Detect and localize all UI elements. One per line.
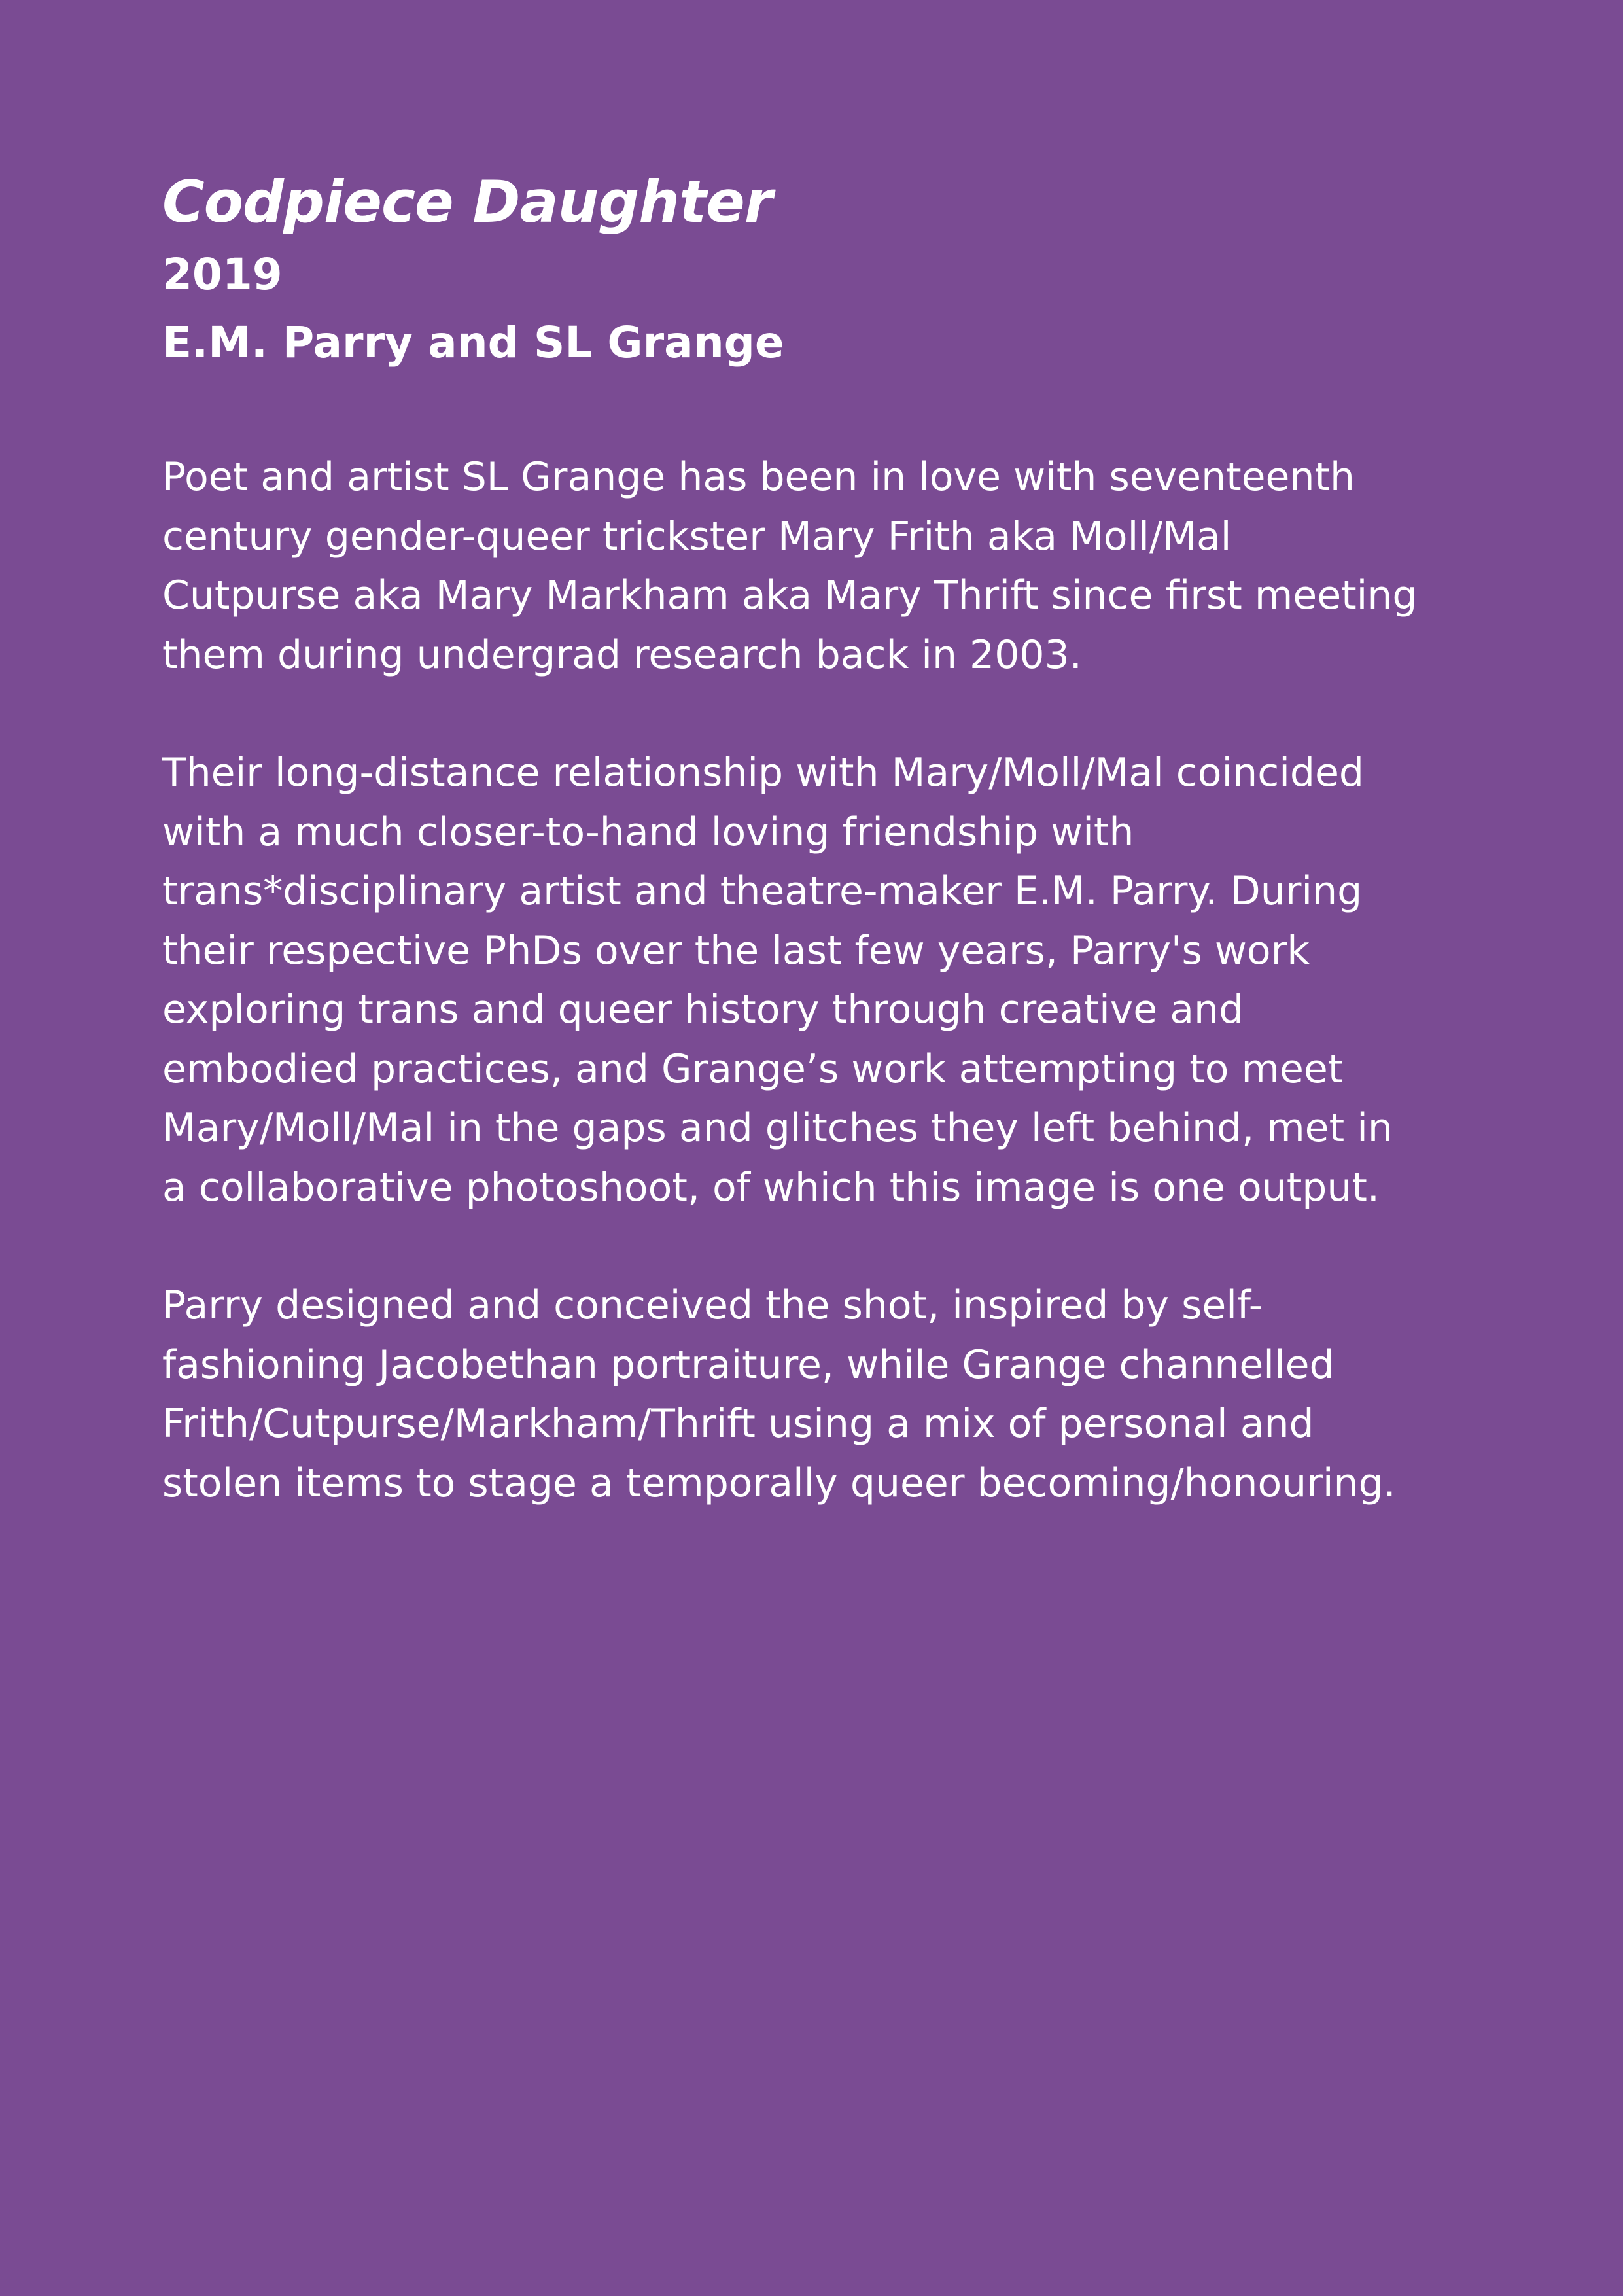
paragraph-line: Frith/Cutpurse/Markham/Thrift using a mix of personal and [162, 1401, 1314, 1447]
paragraph-line: Cutpurse aka Mary Markham aka Mary Thrift since first meeting [162, 573, 1418, 618]
paragraph-line: Parry designed and conceived the shot, inspired by self- [162, 1282, 1263, 1328]
paragraph-line: century gender-queer trickster Mary Frith aka Moll/Mal [162, 513, 1232, 559]
paragraph-line: with a much closer-to-hand loving friendship with [162, 809, 1134, 855]
work-authors: E.M. Parry and SL Grange [162, 317, 784, 368]
work-title: Codpiece Daughter [162, 168, 773, 236]
paragraph-line: Their long-distance relationship with Mary/Moll/Mal coincided [162, 750, 1364, 796]
paragraph-line: stolen items to stage a temporally queer becoming/honouring. [162, 1460, 1396, 1506]
description-paragraph-3 [162, 1276, 1459, 1513]
paragraph-line: Mary/Moll/Mal in the gaps and glitches they left behind, met in [162, 1105, 1393, 1151]
paragraph-line: fashioning Jacobethan portraiture, while Grange channelled [162, 1341, 1335, 1388]
paragraph-line: a collaborative photoshoot, of which this image is one output. [162, 1164, 1380, 1210]
paragraph-line: exploring trans and queer history through creative and [162, 987, 1244, 1033]
paragraph-line: them during undergrad research back in 2003. [162, 631, 1082, 678]
paragraph-line: their respective PhDs over the last few years, Parry's work [162, 927, 1310, 974]
description-paragraph-1 [162, 448, 1459, 684]
paragraph-line: trans*disciplinary artist and theatre-maker E.M. Parry. During [162, 868, 1363, 914]
work-year: 2019 [162, 249, 283, 300]
description-paragraph-2 [162, 743, 1459, 1217]
paragraph-line: Poet and artist SL Grange has been in love with seventeenth [162, 454, 1355, 500]
paragraph-line: embodied practices, and Grange’s work attempting to meet [162, 1046, 1344, 1092]
description-body [162, 448, 1459, 1513]
